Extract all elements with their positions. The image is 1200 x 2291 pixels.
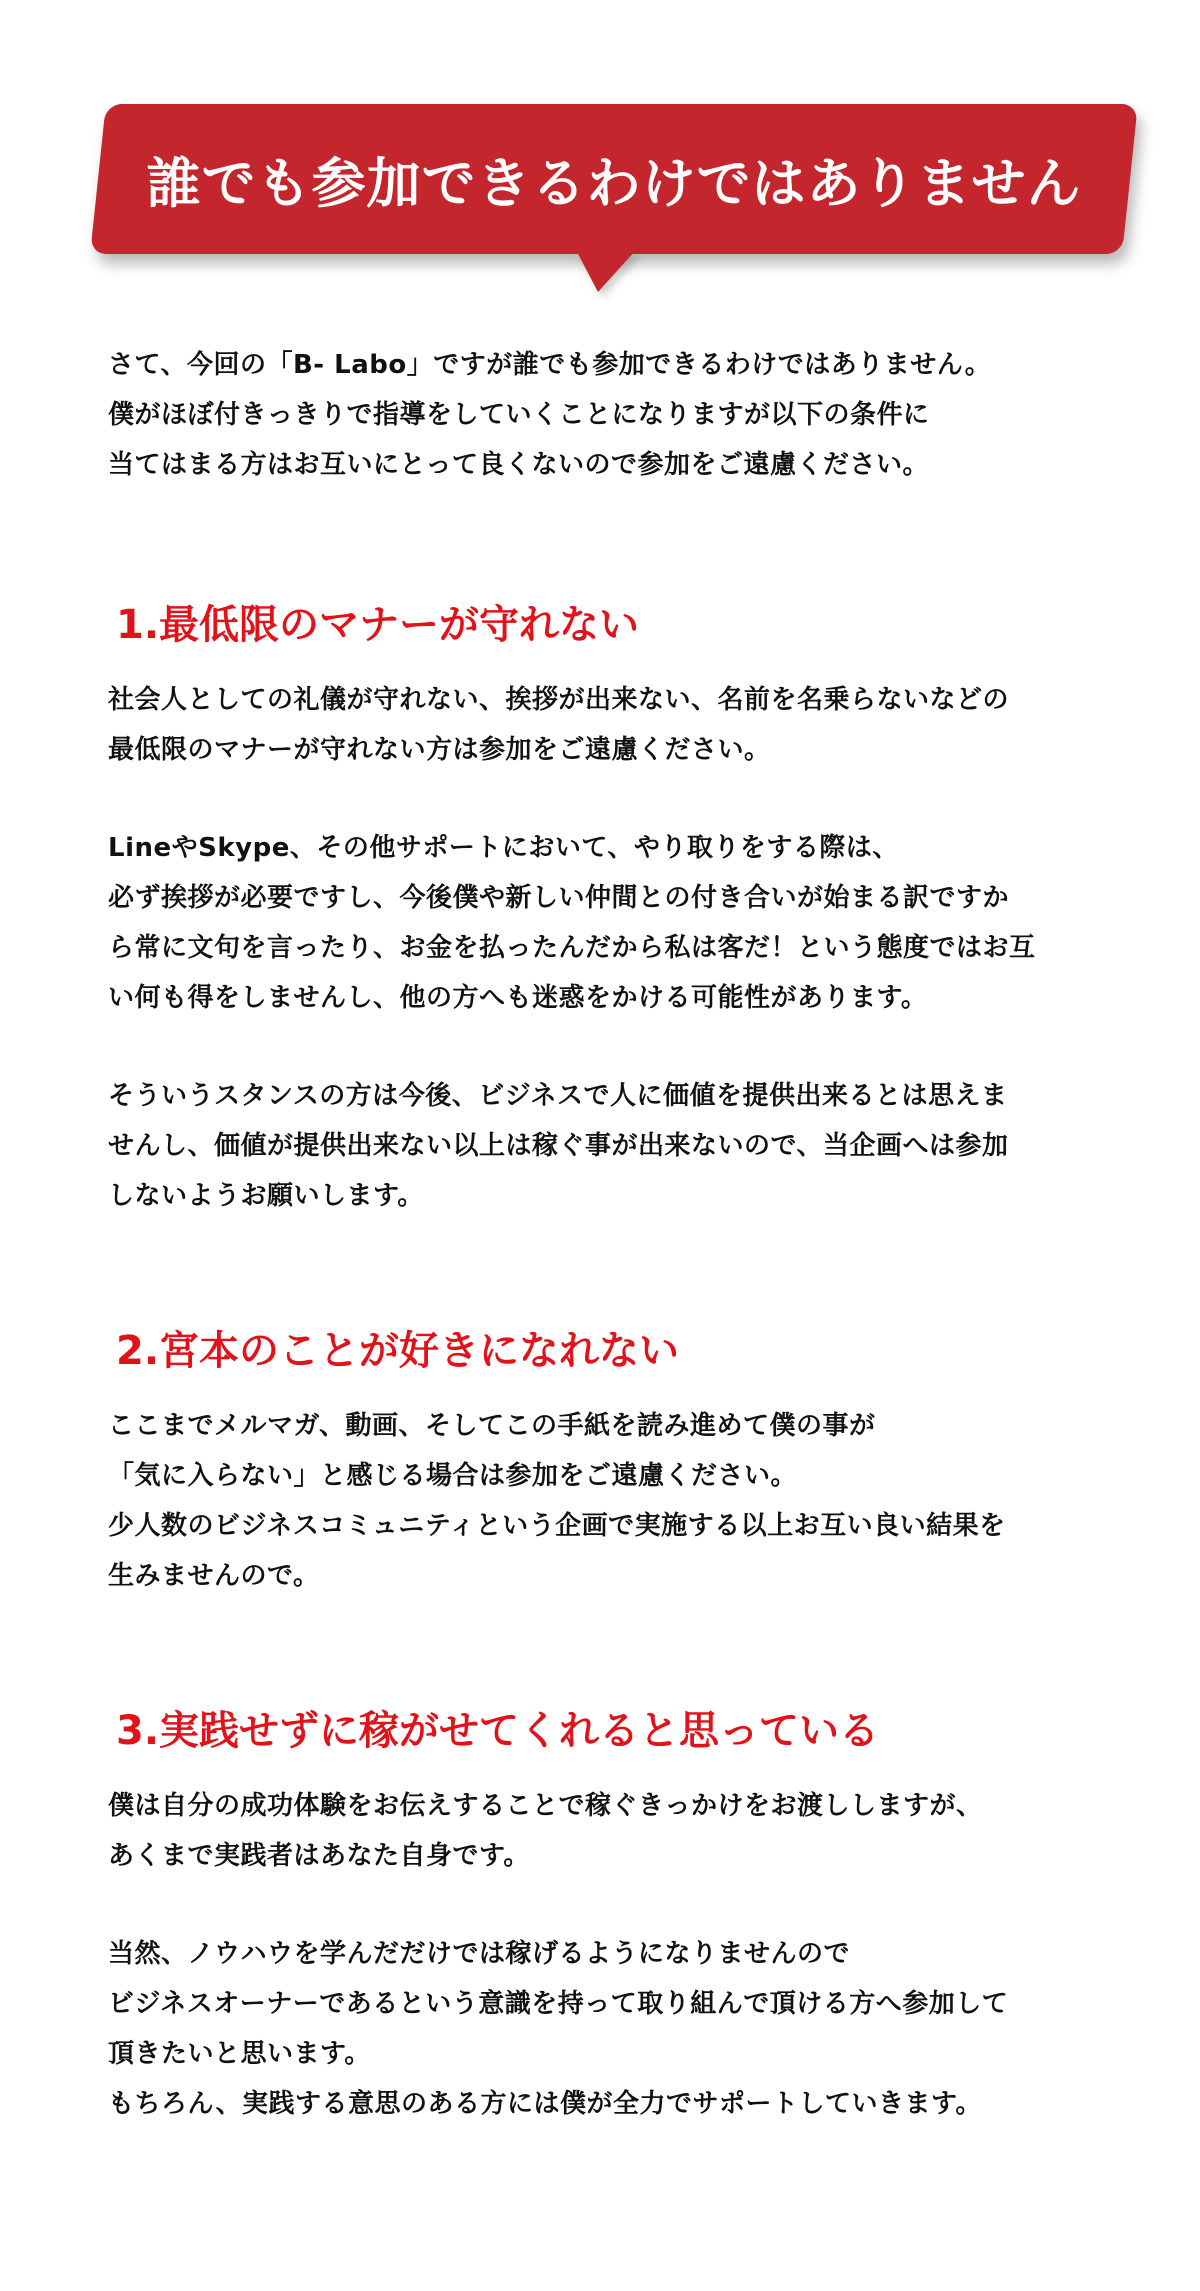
section-paragraph (108, 1401, 1108, 1601)
paragraph-line: もちろん、実践する意思のある方には僕が全力でサポートしていきます。 (108, 2089, 982, 2119)
paragraph-line: 少人数のビジネスコミュニティという企画で実施する以上お互い良い結果を (108, 1511, 1006, 1541)
paragraph-line: い何も得をしませんし、他の方へも迷惑をかける可能性があります。 (108, 983, 928, 1013)
paragraph-line: 必ず挨拶が必要ですし、今後僕や新しい仲間との付き合いが始まる訳ですか (108, 883, 1010, 913)
intro-line: 当てはまる方はお互いにとって良くないので参加をご遠慮ください。 (108, 450, 929, 480)
paragraph-line: 生みませんので。 (108, 1561, 320, 1591)
intro-line: 僕がほぼ付きっきりで指導をしていくことになりますが以下の条件に (108, 400, 930, 430)
paragraph-line: あくまで実践者はあなた自身です。 (108, 1841, 530, 1871)
paragraph-line: 当然、ノウハウを学んだだけでは稼げるようになりませんので (108, 1939, 851, 1969)
section-paragraph (108, 1071, 1108, 1221)
header-banner (98, 104, 1130, 254)
paragraph-line: そういうスタンスの方は今後、ビジネスで人に価値を提供出来るとは思えま (108, 1081, 1008, 1111)
paragraph-line: 最低限のマナーが守れない方は参加をご遠慮ください。 (108, 735, 771, 765)
section-heading-manners: 1.最低限のマナーが守れない (116, 602, 640, 648)
section-paragraph (108, 823, 1108, 1023)
paragraph-line: 社会人としての礼儀が守れない、挨拶が出来ない、名前を名乗らないなどの (108, 685, 1010, 715)
intro-line: さて、今回の「B- Labo」ですが誰でも参加できるわけではありません。 (108, 350, 992, 380)
section-paragraph (108, 1929, 1108, 2129)
section-paragraph (108, 675, 1108, 775)
banner-title: 誰でも参加できるわけではありません (146, 151, 1082, 215)
intro-paragraph (108, 340, 1108, 490)
speech-bubble-tail (576, 250, 636, 292)
paragraph-line: ビジネスオーナーであるという意識を持って取り組んで頂ける方へ参加して (108, 1989, 1009, 2019)
paragraph-line: 頂きたいと思います。 (108, 2039, 371, 2069)
paragraph-line: 僕は自分の成功体験をお伝えすることで稼ぐきっかけをお渡ししますが、 (108, 1791, 983, 1821)
paragraph-line: せんし、価値が提供出来ない以上は稼ぐ事が出来ないので、当企画へは参加 (108, 1131, 1009, 1161)
section-heading-miyamoto: 2.宮本のことが好きになれない (116, 1328, 680, 1374)
paragraph-line: ら常に文句を言ったり、お金を払ったんだから私は客だ！という態度ではお互 (108, 933, 1036, 963)
paragraph-line: ここまでメルマガ、動画、そしてこの手紙を読み進めて僕の事が (108, 1411, 876, 1441)
section-paragraph (108, 1781, 1108, 1881)
paragraph-line: 「気に入らない」と感じる場合は参加をご遠慮ください。 (108, 1461, 798, 1491)
section-heading-practice: 3.実践せずに稼がせてくれると思っている (116, 1708, 880, 1754)
paragraph-line: LineやSkype、その他サポートにおいて、やり取りをする際は、 (108, 833, 899, 863)
main-content (108, 340, 1108, 2129)
paragraph-line: しないようお願いします。 (108, 1181, 424, 1211)
